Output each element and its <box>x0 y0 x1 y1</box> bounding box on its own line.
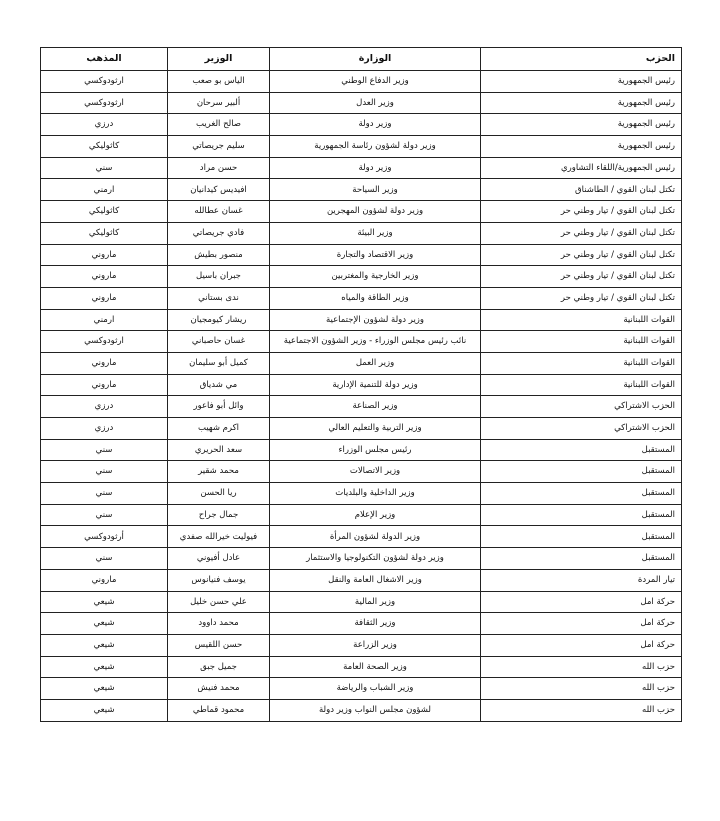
minister-cell: اكرم شهيب <box>168 418 270 440</box>
portfolio-cell: وزير الداخلية والبلديات <box>270 483 481 505</box>
minister-cell: ريشار كيومجيان <box>168 309 270 331</box>
portfolio-cell: وزير دولة لشؤون الإجتماعية <box>270 309 481 331</box>
party-cell: حزب الله <box>481 699 682 721</box>
party-cell: تكتل لبنان القوي / تيار وطني حر <box>481 266 682 288</box>
minister-cell: ندى بستاني <box>168 287 270 309</box>
portfolio-cell: وزير دولة <box>270 114 481 136</box>
minister-cell: محمد شقير <box>168 461 270 483</box>
portfolio-cell: وزير الدولة لشؤون المرأة <box>270 526 481 548</box>
table-row <box>41 461 682 483</box>
party-cell: تكتل لبنان القوي / تيار وطني حر <box>481 201 682 223</box>
portfolio-cell: وزير الإعلام <box>270 504 481 526</box>
minister-cell: عادل أفيوني <box>168 548 270 570</box>
sect-cell: أرثودوكسي <box>41 526 168 548</box>
sect-cell: شيعي <box>41 656 168 678</box>
portfolio-cell: وزير دولة لشؤون رئاسة الجمهورية <box>270 136 481 158</box>
party-cell: القوات اللبنانية <box>481 374 682 396</box>
minister-cell: علي حسن خليل <box>168 591 270 613</box>
minister-cell: محمود قماطي <box>168 699 270 721</box>
minister-cell: منصور بطيش <box>168 244 270 266</box>
minister-cell: جمال جراح <box>168 504 270 526</box>
sect-cell: ماروني <box>41 569 168 591</box>
portfolio-cell: وزير المالية <box>270 591 481 613</box>
portfolio-cell: لشؤون مجلس النواب وزير دولة <box>270 699 481 721</box>
minister-cell: محمد داوود <box>168 613 270 635</box>
party-cell: الحزب الاشتراكي <box>481 396 682 418</box>
portfolio-cell: وزير الاشغال العامة والنقل <box>270 569 481 591</box>
table-row <box>41 136 682 158</box>
table-row <box>41 591 682 613</box>
sect-cell: ماروني <box>41 374 168 396</box>
minister-cell: غسان حاصباني <box>168 331 270 353</box>
header-party: الحزب <box>481 48 682 71</box>
sect-cell: شيعي <box>41 678 168 700</box>
party-cell: حزب الله <box>481 678 682 700</box>
portfolio-cell: وزير الطاقة والمياه <box>270 287 481 309</box>
table-row <box>41 634 682 656</box>
party-cell: المستقبل <box>481 461 682 483</box>
party-cell: تكتل لبنان القوي / تيار وطني حر <box>481 222 682 244</box>
cabinet-table <box>40 47 682 722</box>
portfolio-cell: وزير دولة للتنمية الإدارية <box>270 374 481 396</box>
portfolio-cell: وزير التربية والتعليم العالي <box>270 418 481 440</box>
table-header-row <box>41 48 682 71</box>
table-row <box>41 504 682 526</box>
minister-cell: جميل جبق <box>168 656 270 678</box>
table-row <box>41 678 682 700</box>
sect-cell: ماروني <box>41 352 168 374</box>
portfolio-cell: وزير الاقتصاد والتجارة <box>270 244 481 266</box>
table-row <box>41 157 682 179</box>
sect-cell: درزي <box>41 396 168 418</box>
party-cell: رئيس الجمهورية <box>481 92 682 114</box>
party-cell: تكتل لبنان القوي / الطاشناق <box>481 179 682 201</box>
sect-cell: سني <box>41 461 168 483</box>
portfolio-cell: رئيس مجلس الوزراء <box>270 439 481 461</box>
party-cell: رئيس الجمهورية <box>481 114 682 136</box>
portfolio-cell: وزير الثقافة <box>270 613 481 635</box>
sect-cell: ماروني <box>41 287 168 309</box>
sect-cell: شيعي <box>41 613 168 635</box>
minister-cell: حسن اللقيس <box>168 634 270 656</box>
portfolio-cell: وزير دولة لشؤون التكنولوجيا والاستثمار <box>270 548 481 570</box>
portfolio-cell: وزير السياحة <box>270 179 481 201</box>
table-row <box>41 418 682 440</box>
minister-cell: صالح الغريب <box>168 114 270 136</box>
party-cell: تكتل لبنان القوي / تيار وطني حر <box>481 244 682 266</box>
sect-cell: سني <box>41 157 168 179</box>
table-row <box>41 374 682 396</box>
portfolio-cell: وزير دولة لشؤون المهجرين <box>270 201 481 223</box>
table-row <box>41 114 682 136</box>
minister-cell: جبران باسيل <box>168 266 270 288</box>
portfolio-cell: وزير الصناعة <box>270 396 481 418</box>
table-row <box>41 287 682 309</box>
minister-cell: ريا الحسن <box>168 483 270 505</box>
table-row <box>41 396 682 418</box>
party-cell: المستقبل <box>481 504 682 526</box>
portfolio-cell: وزير الصحة العامة <box>270 656 481 678</box>
table-row <box>41 71 682 93</box>
sect-cell: سني <box>41 439 168 461</box>
party-cell: تيار المردة <box>481 569 682 591</box>
table-row <box>41 244 682 266</box>
portfolio-cell: وزير الزراعة <box>270 634 481 656</box>
table-body <box>41 71 682 722</box>
table-row <box>41 266 682 288</box>
portfolio-cell: وزير الخارجية والمغتربين <box>270 266 481 288</box>
sect-cell: كاثوليكي <box>41 201 168 223</box>
party-cell: رئيس الجمهورية/اللقاء التشاوري <box>481 157 682 179</box>
minister-cell: وائل أبو فاعور <box>168 396 270 418</box>
sect-cell: ارمني <box>41 309 168 331</box>
party-cell: المستقبل <box>481 548 682 570</box>
minister-cell: سليم جريصاتي <box>168 136 270 158</box>
sect-cell: درزي <box>41 418 168 440</box>
party-cell: حركة امل <box>481 591 682 613</box>
sect-cell: سني <box>41 504 168 526</box>
sect-cell: سني <box>41 548 168 570</box>
header-sect: المذهب <box>41 48 168 71</box>
minister-cell: محمد فنيش <box>168 678 270 700</box>
header-portfolio: الوزارة <box>270 48 481 71</box>
minister-cell: الياس بو صعب <box>168 71 270 93</box>
table-row <box>41 526 682 548</box>
portfolio-cell: وزير الاتصالات <box>270 461 481 483</box>
minister-cell: كميل أبو سليمان <box>168 352 270 374</box>
table-row <box>41 92 682 114</box>
minister-cell: ألبير سرحان <box>168 92 270 114</box>
table-row <box>41 699 682 721</box>
table-row <box>41 201 682 223</box>
sect-cell: ارثودوكسي <box>41 331 168 353</box>
sect-cell: ارمني <box>41 179 168 201</box>
party-cell: تكتل لبنان القوي / تيار وطني حر <box>481 287 682 309</box>
party-cell: رئيس الجمهورية <box>481 136 682 158</box>
sect-cell: ماروني <box>41 266 168 288</box>
sect-cell: شيعي <box>41 634 168 656</box>
party-cell: رئيس الجمهورية <box>481 71 682 93</box>
minister-cell: غسان عطالله <box>168 201 270 223</box>
party-cell: حركة امل <box>481 613 682 635</box>
sect-cell: ارثودوكسي <box>41 71 168 93</box>
portfolio-cell: وزير البيئة <box>270 222 481 244</box>
minister-cell: مي شدياق <box>168 374 270 396</box>
portfolio-cell: وزير العمل <box>270 352 481 374</box>
minister-cell: فيوليت خيرالله صفدي <box>168 526 270 548</box>
table-row <box>41 483 682 505</box>
sect-cell: درزي <box>41 114 168 136</box>
sect-cell: ارثودوكسي <box>41 92 168 114</box>
party-cell: المستقبل <box>481 483 682 505</box>
minister-cell: حسن مراد <box>168 157 270 179</box>
portfolio-cell: وزير الدفاع الوطني <box>270 71 481 93</box>
sect-cell: كاثوليكي <box>41 136 168 158</box>
table-row <box>41 179 682 201</box>
minister-cell: يوسف فنيانوس <box>168 569 270 591</box>
party-cell: المستقبل <box>481 439 682 461</box>
party-cell: القوات اللبنانية <box>481 309 682 331</box>
sect-cell: سني <box>41 483 168 505</box>
header-minister: الوزير <box>168 48 270 71</box>
party-cell: القوات اللبنانية <box>481 352 682 374</box>
sect-cell: كاثوليكي <box>41 222 168 244</box>
sect-cell: شيعي <box>41 699 168 721</box>
portfolio-cell: وزير الشباب والرياضة <box>270 678 481 700</box>
table-row <box>41 222 682 244</box>
portfolio-cell: نائب رئيس مجلس الوزراء - وزير الشؤون الاجتماعية <box>270 331 481 353</box>
table-row <box>41 569 682 591</box>
portfolio-cell: وزير دولة <box>270 157 481 179</box>
minister-cell: افيديس كيدانيان <box>168 179 270 201</box>
table-row <box>41 613 682 635</box>
table-row <box>41 548 682 570</box>
sect-cell: شيعي <box>41 591 168 613</box>
party-cell: الحزب الاشتراكي <box>481 418 682 440</box>
table-row <box>41 331 682 353</box>
party-cell: حزب الله <box>481 656 682 678</box>
table-row <box>41 309 682 331</box>
party-cell: القوات اللبنانية <box>481 331 682 353</box>
table-row <box>41 439 682 461</box>
sect-cell: ماروني <box>41 244 168 266</box>
minister-cell: فادي جريصاتي <box>168 222 270 244</box>
table-row <box>41 656 682 678</box>
minister-cell: سعد الحريري <box>168 439 270 461</box>
table-row <box>41 352 682 374</box>
party-cell: حركة امل <box>481 634 682 656</box>
party-cell: المستقبل <box>481 526 682 548</box>
portfolio-cell: وزير العدل <box>270 92 481 114</box>
